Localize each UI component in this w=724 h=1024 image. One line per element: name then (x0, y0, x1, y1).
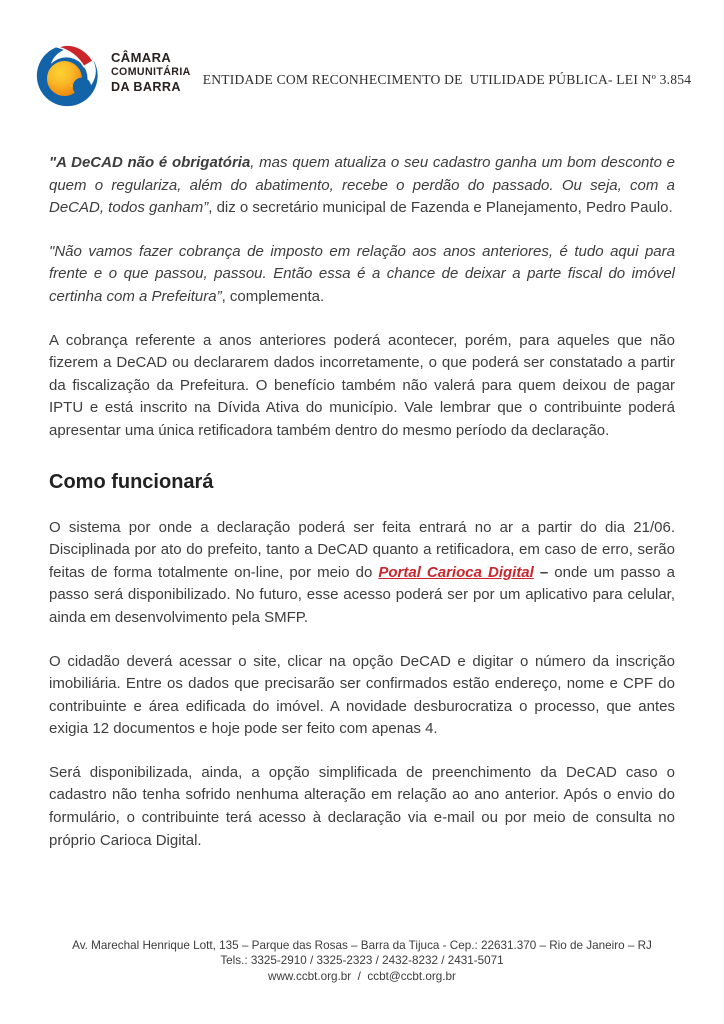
text-segment: O cidadão deverá acessar o site, clicar na opção DeCAD e digitar o número da inscrição imobiliária. Entre os dados que precisarão ser confirmados estão endereço, nome e CPF do contribuinte e área edificada do imóvel. A novidade desburocratiza o processo, que antes exigia 12 documentos e hoje pode ser feito com apenas 4. (49, 652, 675, 738)
letterhead-footer (0, 938, 724, 984)
text-segment: – (533, 563, 549, 581)
text-segment: onde um passo a passo será disponibilizado. No futuro, esse acesso poderá ser por um aplicativo para celular, ainda em desenvolvimento pela SMFP. (49, 563, 675, 626)
paragraph-system-launch (49, 517, 675, 630)
brand-line-3: DA BARRA (111, 80, 181, 94)
brand-line-1: CÂMARA (111, 50, 172, 65)
text-segment: , diz o secretário municipal de Fazenda e Planejamento, Pedro Paulo. (208, 199, 673, 217)
paragraph-simplified-option (49, 762, 675, 852)
text-segment: , complementa. (221, 287, 325, 305)
text-segment: "A DeCAD não é obrigatória (49, 154, 251, 171)
brand-line-2: COMUNITÁRIA (111, 66, 191, 78)
paragraph-penalties (49, 330, 675, 443)
quote-paragraph-2 (49, 241, 675, 309)
ccbt-logo-icon (33, 38, 107, 108)
footer-phones: Tels.: 3325-2910 / 3325-2323 / 2432-8232 / 2431-5071 (220, 954, 504, 968)
article-body (49, 152, 675, 873)
brand-name (111, 38, 191, 95)
text-segment: "Não vamos fazer cobrança de imposto em relação aos anos anteriores, é tudo aqui para frente e o que passou, passou. Então essa é a chance de deixar a parte fiscal do imóvel certinha com a Prefeitura” (49, 242, 675, 305)
text-segment: , mas quem atualiza o seu cadastro ganha um bom desconto e quem o regulariza, além do abatimento, recebe o perdão do passado. Ou seja, com a DeCAD, todos ganham” (49, 154, 675, 217)
paragraph-site-steps (49, 651, 675, 741)
section-heading: Como funcionará (49, 470, 214, 493)
text-segment: Será disponibilizada, ainda, a opção simplificada de preenchimento da DeCAD caso o cadastro não tenha sofrido nenhuma alteração em relação ao ano anterior. Após o envio do formulário, o contribuinte terá acesso à declaração via e-mail ou por meio de consulta no próprio Carioca Digital. (49, 763, 675, 849)
portal-carioca-digital-link[interactable]: Portal Carioca Digital (378, 563, 534, 581)
text-segment: O sistema por onde a declaração poderá ser feita entrará no ar a partir do dia 21/06. Disciplinada por ato do prefeito, tanto a DeCAD quanto a retificadora, em caso de erro, serão feitas de forma totalmente on-line, por meio do (49, 518, 675, 581)
entity-recognition-line: ENTIDADE COM RECONHECIMENTO DE UTILIDADE PÚBLICA- LEI Nº 3.854 (202, 72, 692, 87)
footer-contacts: www.ccbt.org.br / ccbt@ccbt.org.br (268, 969, 456, 983)
text-segment: A cobrança referente a anos anteriores poderá acontecer, porém, para aqueles que não fizerem a DeCAD ou declararem dados incorretamente, o que poderá ser constatado a partir da fiscalização da Prefeitura. O benefício também não valerá para quem deixou de pagar IPTU e está inscrito na Dívida Ativa do município. Vale lembrar que o contribuinte poderá apresentar uma única retificadora também dentro do mesmo período da declaração. (49, 331, 675, 439)
quote-paragraph-1 (49, 152, 675, 220)
letterhead (33, 38, 692, 108)
footer-address: Av. Marechal Henrique Lott, 135 – Parque das Rosas – Barra da Tijuca - Cep.: 22631.370 – Rio de Janeiro – RJ (72, 939, 652, 952)
